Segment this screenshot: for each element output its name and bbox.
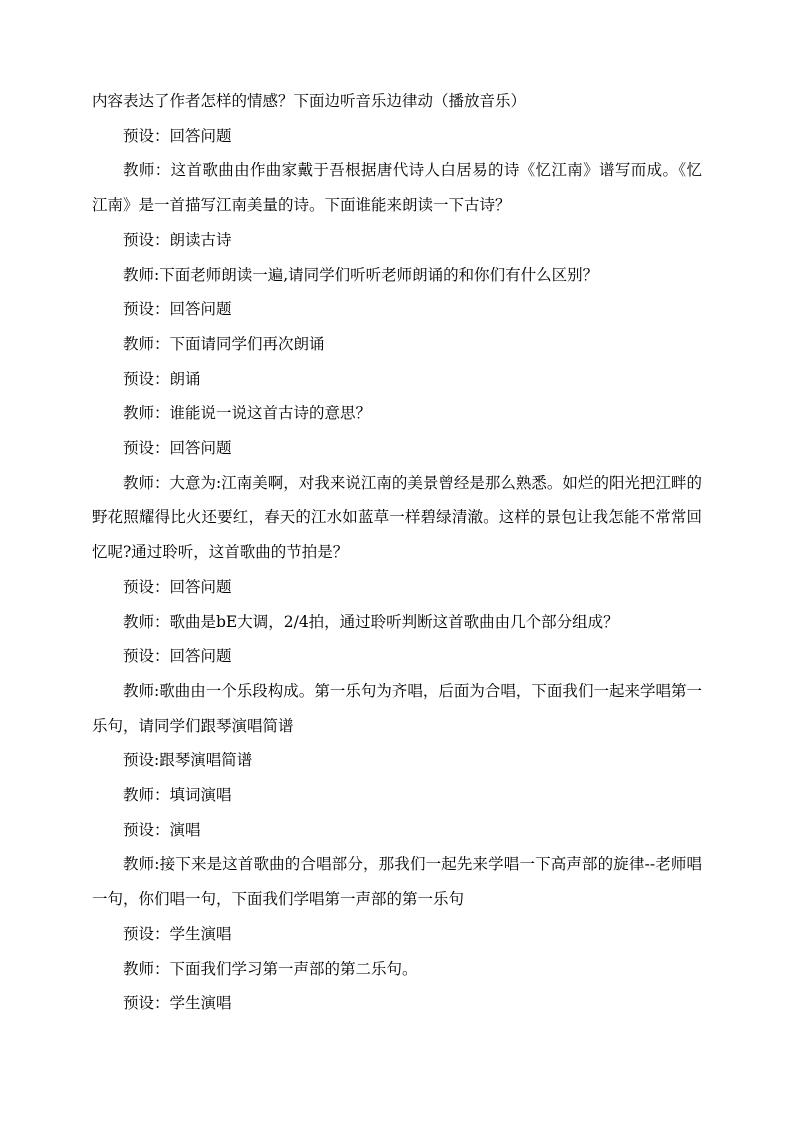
paragraph: 教师:接下来是这首歌曲的合唱部分，那我们一起先来学唱一下高声部的旋律--老师唱一句，你们唱一句，下面我们学唱第一声部的第一乐句 [92, 855, 702, 909]
paragraph: 教师：大意为:江南美啊，对我来说江南的美景曾经是那么熟悉。如烂的阳光把江畔的野花照耀得比火还要红，春天的江水如蓝草一样碧绿清澈。这样的景包让我怎能不常常回忆呢?通过聆听，这首歌曲的节拍是？ [92, 473, 702, 562]
paragraph: 教师：填词演唱 [123, 786, 232, 805]
paragraph: 预设：学生演唱 [123, 924, 232, 943]
paragraph: 教师:歌曲由一个乐段构成。第一乐句为齐唱，后面为合唱，下面我们一起来学唱第一乐句，请同学们跟琴演唱简谱 [92, 681, 702, 735]
paragraph: 预设：回答问题 [123, 300, 232, 319]
paragraph: 教师：下面我们学习第一声部的第二乐句。 [123, 959, 418, 978]
paragraph: 预设：朗诵 [123, 369, 201, 388]
paragraph: 预设：学生演唱 [123, 994, 232, 1013]
paragraph: 教师:下面老师朗读一遍,请同学们听听老师朗诵的和你们有什么区别？ [123, 265, 599, 284]
paragraph: 预设：朗读古诗 [123, 230, 232, 249]
paragraph: 预设:跟琴演唱简谱 [123, 751, 253, 770]
paragraph: 教师：这首歌曲由作曲家戴于吾根据唐代诗人白居易的诗《忆江南》谱写而成。《忆江南》是一首描写江南美量的诗。下面谁能来朗读一下古诗？ [92, 161, 702, 215]
paragraph: 预设：回答问题 [123, 126, 232, 145]
paragraph: 教师：歌曲是bE大调，2/4拍，通过聆听判断这首歌曲由几个部分组成？ [123, 612, 619, 631]
paragraph: 预设：回答问题 [123, 439, 232, 458]
paragraph: 预设：回答问题 [123, 577, 232, 596]
paragraph: 教师：下面请同学们再次朗诵 [123, 334, 325, 353]
paragraph: 教师：谁能说一说这首古诗的意思？ [123, 404, 372, 423]
paragraph: 预设：演唱 [123, 820, 201, 839]
paragraph: 预设：回答问题 [123, 647, 232, 666]
paragraph: 内容表达了作者怎样的情感？下面边听音乐边律动（播放音乐） [92, 92, 527, 110]
